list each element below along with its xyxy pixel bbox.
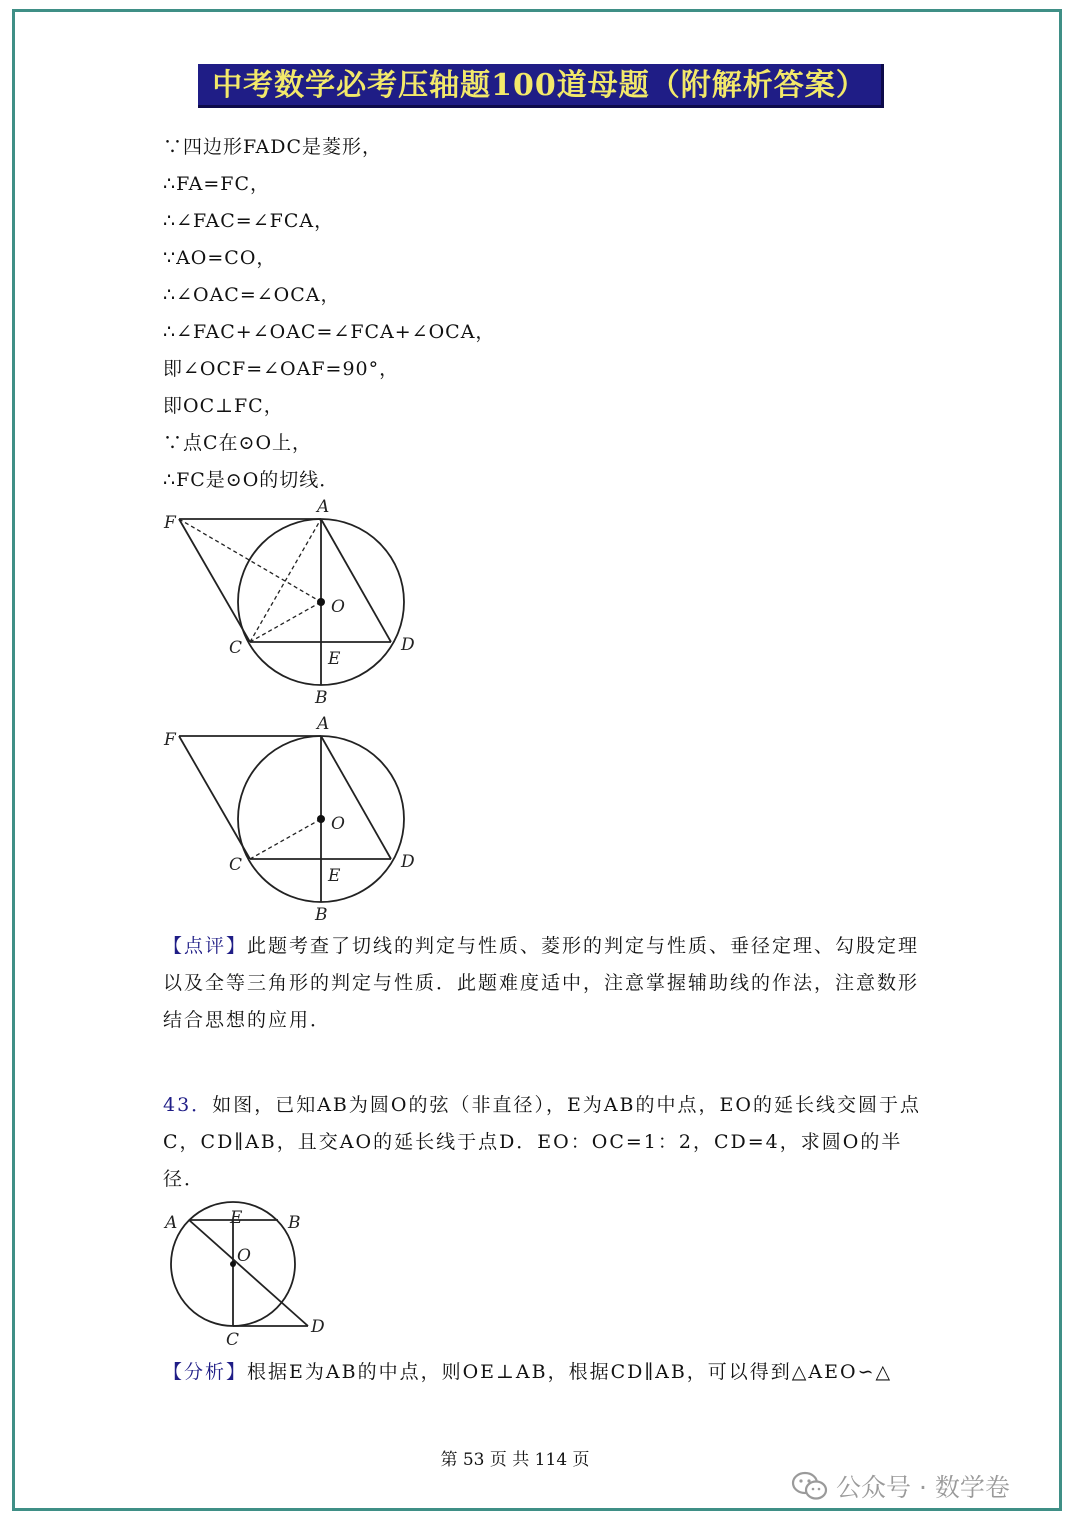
page-title: 中考数学必考压轴题100道母题（附解析答案） <box>198 64 884 108</box>
figure-3 <box>155 1200 335 1355</box>
label-b: B <box>288 1213 301 1233</box>
label-o: O <box>331 597 345 617</box>
label-a: A <box>165 1213 178 1233</box>
label-c: C <box>229 638 243 658</box>
proof-line: ∴FC是⊙O的切线． <box>163 469 340 491</box>
label-e: E <box>230 1208 243 1228</box>
dashed-ca <box>250 519 321 642</box>
comment-tag: 【点评】 <box>163 935 248 957</box>
watermark <box>790 1468 1010 1508</box>
label-f: F <box>164 730 176 750</box>
label-d: D <box>401 852 415 872</box>
center-point <box>317 598 325 606</box>
center-point <box>317 815 325 823</box>
segment-fc <box>179 519 250 642</box>
analysis-text: 根据E为AB的中点，则OE⊥AB，根据CD∥AB，可以得到△AEO∽△ <box>247 1361 893 1383</box>
proof-line: 即OC⊥FC， <box>163 395 284 417</box>
proof-line: ∴∠FAC+∠OAC=∠FCA+∠OCA， <box>163 321 496 343</box>
analysis-tag: 【分析】 <box>163 1361 248 1383</box>
figure-2 <box>155 712 435 927</box>
label-a: A <box>317 497 330 517</box>
segment-ad <box>321 519 391 642</box>
proof-line: ∴∠OAC=∠OCA， <box>163 284 341 306</box>
proof-line: ∴∠FAC=∠FCA， <box>163 210 335 232</box>
proof-line: ∵AO=CO， <box>163 247 277 269</box>
question-number: 43． <box>163 1094 213 1116</box>
label-d: D <box>401 635 415 655</box>
segment-ad <box>189 1220 308 1326</box>
proof-line: 即∠OCF=∠OAF=90°， <box>163 358 400 380</box>
label-b: B <box>315 905 328 925</box>
label-c: C <box>226 1330 240 1350</box>
comment-block <box>163 928 923 1039</box>
watermark-text: 公众号 · 数学卷 <box>836 1473 1010 1502</box>
label-f: F <box>164 513 176 533</box>
label-e: E <box>328 866 341 886</box>
segment-ad <box>321 736 391 859</box>
page-footer: 第 53 页 共 114 页 <box>440 1450 590 1470</box>
comment-text: 此题考查了切线的判定与性质、菱形的判定与性质、垂径定理、勾股定理以及全等三角形的判定与性质．此题难度适中，注意掌握辅助线的作法，注意数形结合思想的应用． <box>163 935 920 1031</box>
center-point <box>230 1261 236 1267</box>
label-b: B <box>315 688 328 708</box>
question-block <box>163 1087 923 1198</box>
proof-line: ∴FA=FC， <box>163 173 270 195</box>
label-d: D <box>311 1317 325 1337</box>
question-text: 如图，已知AB为圆O的弦（非直径），E为AB的中点，EO的延长线交圆于点C，CD∥AB，且交AO的延长线于点D．EO：OC=1：2，CD=4，求圆O的半径． <box>163 1094 921 1190</box>
proof-line: ∵点C在⊙O上， <box>163 432 313 454</box>
label-a: A <box>317 714 330 734</box>
segment-fc <box>179 736 250 859</box>
label-c: C <box>229 855 243 875</box>
dashed-co <box>250 602 321 642</box>
proof-line: ∵四边形FADC是菱形， <box>163 136 383 158</box>
figure-1 <box>155 495 435 710</box>
wechat-icon <box>790 1470 830 1508</box>
label-o: O <box>237 1246 251 1266</box>
dashed-co <box>250 819 321 859</box>
label-e: E <box>328 649 341 669</box>
analysis-block <box>163 1354 923 1391</box>
label-o: O <box>331 814 345 834</box>
